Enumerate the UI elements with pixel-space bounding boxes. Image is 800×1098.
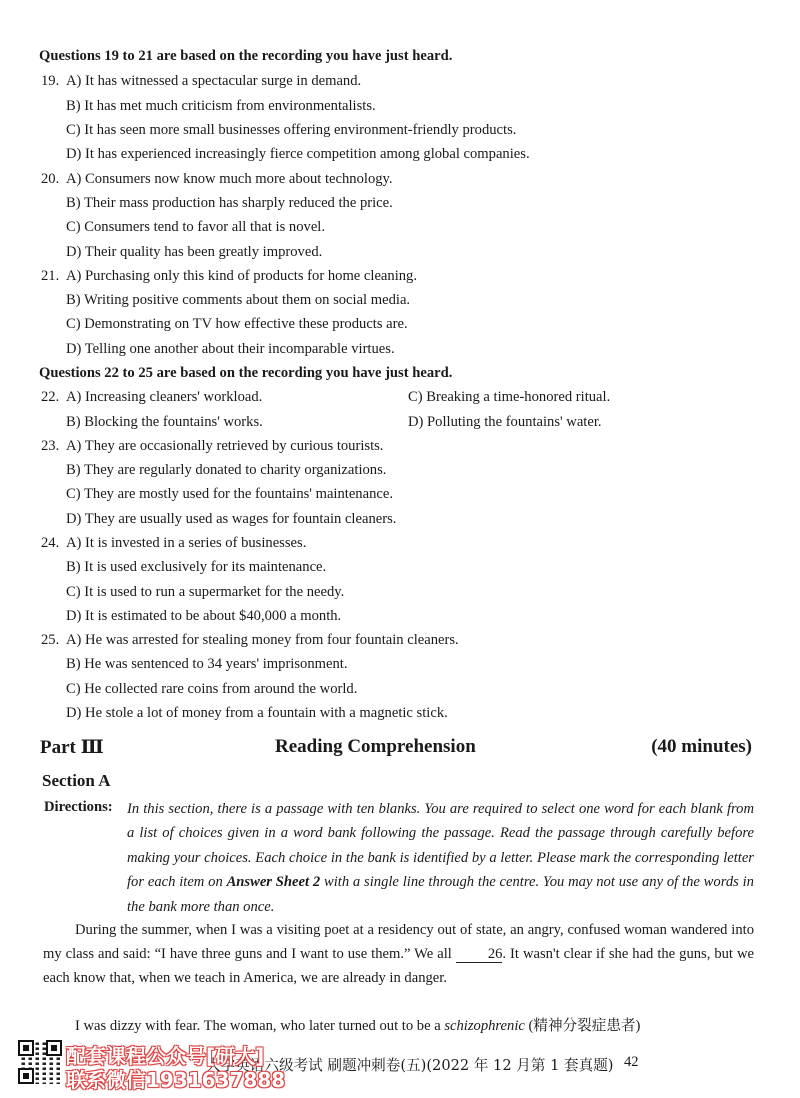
answer-sheet-label: Answer Sheet 2 <box>226 874 321 891</box>
directions-text <box>127 797 754 919</box>
option-20-a: A) Consumers now know much more about technology. <box>66 171 393 187</box>
schizophrenic-term: schizophrenic <box>444 1018 525 1034</box>
question-number-25: 25. <box>41 632 60 648</box>
option-21-c: C) Demonstrating on TV how effective these products are. <box>66 316 408 332</box>
option-22-b: B) Blocking the fountains' works. <box>66 414 263 430</box>
option-24-b: B) It is used exclusively for its maintenance. <box>66 559 327 575</box>
option-20-c: C) Consumers tend to favor all that is novel. <box>66 219 325 235</box>
question-number-20: 20. <box>41 171 60 187</box>
paragraph-2-after: (精神分裂症患者) <box>524 1018 641 1034</box>
option-20-d: D) Their quality has been greatly improved. <box>66 244 323 260</box>
paragraph-1-after: . It wasn't clear if she had the guns, but we each know that, when we teach in America, we are already in danger. <box>43 946 754 987</box>
option-21-a: A) Purchasing only this kind of products for home cleaning. <box>66 268 417 284</box>
page-number: 42 <box>624 1054 639 1070</box>
part-title: Reading Comprehension <box>275 736 476 757</box>
directions-text-after: with a single line through the centre. You may not use any of the words in the bank more than once. <box>127 874 754 915</box>
part-time: (40 minutes) <box>651 736 752 757</box>
part-header <box>40 736 752 762</box>
option-25-a: A) He was arrested for stealing money from four fountain cleaners. <box>66 632 459 648</box>
option-19-a: A) It has witnessed a spectacular surge in demand. <box>66 73 362 89</box>
option-24-d: D) It is estimated to be about $40,000 a month. <box>66 608 342 624</box>
option-24-a: A) It is invested in a series of businesses. <box>66 535 307 551</box>
option-25-d: D) He stole a lot of money from a fountain with a magnetic stick. <box>66 705 448 721</box>
option-20-b: B) Their mass production has sharply reduced the price. <box>66 195 393 211</box>
option-21-d: D) Telling one another about their incomparable virtues. <box>66 341 395 357</box>
passage-paragraph-2 <box>43 1014 754 1038</box>
question-number-19: 19. <box>41 73 60 89</box>
blank-26: 26 <box>456 946 503 963</box>
option-25-c: C) He collected rare coins from around the world. <box>66 681 358 697</box>
option-19-b: B) It has met much criticism from environmentalists. <box>66 98 376 114</box>
section-title: Section A <box>42 771 111 790</box>
paragraph-1-before: During the summer, when I was a visiting poet at a residency out of state, an angry, confused woman wandered into my class and said: “I have three guns and I want to use them.” We all <box>43 922 754 963</box>
question-number-23: 23. <box>41 438 60 454</box>
option-25-b: B) He was sentenced to 34 years' imprisonment. <box>66 656 348 672</box>
option-19-c: C) It has seen more small businesses offering environment-friendly products. <box>66 122 517 138</box>
option-19-d: D) It has experienced increasingly fierce competition among global companies. <box>66 146 530 162</box>
option-23-d: D) They are usually used as wages for fountain cleaners. <box>66 511 397 527</box>
questions-22-25-heading: Questions 22 to 25 are based on the recording you have just heard. <box>39 365 453 381</box>
option-21-b: B) Writing positive comments about them on social media. <box>66 292 411 308</box>
questions-19-21-heading: Questions 19 to 21 are based on the recording you have just heard. <box>39 48 453 64</box>
watermark-line-2: 联系微信1931637888 <box>66 1068 286 1092</box>
footer-title: 大学英语六级考试 刷题冲刺卷(五)(2022 年 12 月第 1 套真题) <box>206 1057 614 1074</box>
directions-label: Directions: <box>44 799 113 815</box>
option-23-c: C) They are mostly used for the fountains' maintenance. <box>66 486 393 502</box>
passage-paragraph-1 <box>43 918 754 991</box>
question-number-24: 24. <box>41 535 60 551</box>
option-23-b: B) They are regularly donated to charity organizations. <box>66 462 387 478</box>
option-24-c: C) It is used to run a supermarket for the needy. <box>66 584 345 600</box>
option-23-a: A) They are occasionally retrieved by curious tourists. <box>66 438 384 454</box>
paragraph-2-before: I was dizzy with fear. The woman, who later turned out to be a <box>75 1018 445 1034</box>
watermark-line-1: 配套课程公众号[研大] <box>66 1044 265 1068</box>
option-22-a: A) Increasing cleaners' workload. <box>66 389 263 405</box>
directions-text-before: In this section, there is a passage with ten blanks. You are required to select one word for each blank from a list of choices given in a word bank following the passage. Read the passage through carefully before making your choices. Each choice in the bank is identified by a letter. Please mark the corresponding letter for each item on <box>127 801 754 891</box>
option-22-c: C) Breaking a time-honored ritual. <box>408 389 611 405</box>
question-number-22: 22. <box>41 389 60 405</box>
part-label: Part Ⅲ <box>40 737 104 758</box>
option-22-d: D) Polluting the fountains' water. <box>408 414 602 430</box>
question-number-21: 21. <box>41 268 60 284</box>
qr-code-icon <box>18 1040 62 1084</box>
